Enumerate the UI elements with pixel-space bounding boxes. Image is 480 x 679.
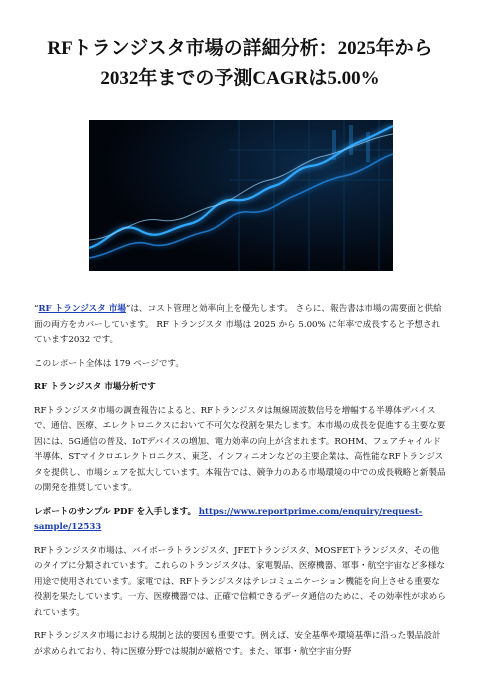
types-paragraph: RFトランジスタ市場は、バイポーラトランジスタ、JFETトランジスタ、MOSFETトランジスタ、その他のタイプに分類されています。これらのトランジスタは、家電製品、医療機器、軍事・航空宇宙など多様な用途で使用されています。家電では、RFトランジスタはテレコミュニケーション機能を向上させる重要な役割を果たしています。一方、医療機器では、正確で信頼できるデータ通信のために、その効率性が求められています。 (34, 545, 446, 618)
sample-label: レポートのサンプル PDF を入手します。 (34, 506, 197, 517)
market-link[interactable]: RF トランジスタ 市場 (38, 304, 126, 314)
intro-text: ”は、コスト管理と効率向上を優先します。 さらに、報告書は市場の需要面と供給面の両方をカバーしています。 RF トランジスタ 市場は 2025 から 5.00% に年率で成長すると予想されています2032 です。 (34, 304, 442, 345)
intro-paragraph (34, 302, 446, 349)
sample-paragraph (34, 505, 446, 536)
pages-note: このレポート全体は 179 ページです。 (34, 358, 184, 369)
glowing-growth-line-graphic (89, 120, 393, 271)
title-line-2: 2032年までの予測CAGRは5.00% (100, 68, 380, 89)
section-heading-analysis: RF トランジスタ 市場分析です (34, 382, 156, 392)
regulation-paragraph: RFトランジスタ市場における規制と法的要因も重要です。例えば、安全基準や環境基準に沿った製品設計が求められており、特に医療分野では規制が厳格です。また、軍事・航空宇宙分野 (34, 631, 441, 657)
title-line-1: RFトランジスタ市場の詳細分析：2025年から (47, 38, 433, 59)
analysis-paragraph: RFトランジスタ市場の調査報告によると、RFトランジスタは無線周波数信号を増幅する半導体デバイスで、通信、医療、エレクトロニクスにおいて不可欠な役割を果たします。本市場の成長を促進する主要な要因には、5G通信の普及、IoTデバイスの増加、電力効率の向上が含まれます。ROHM、フェアチャイルド半導体、STマイクロエレクトロニクス、東芝、インフィニオンなどの主要企業は、高性能なRFトランジスタを提供し、市場シェアを拡大しています。本報告では、競争力のある市場環境の中での成長戦略と新製品の開発を推奨しています。 (34, 405, 446, 493)
sample-link[interactable]: https://www.reportprime.com/enquiry/request-sample/12533 (34, 506, 423, 532)
document-title (40, 34, 440, 94)
hero-image (89, 120, 393, 271)
document-body (34, 302, 446, 668)
quote-mark: “ (34, 304, 39, 314)
